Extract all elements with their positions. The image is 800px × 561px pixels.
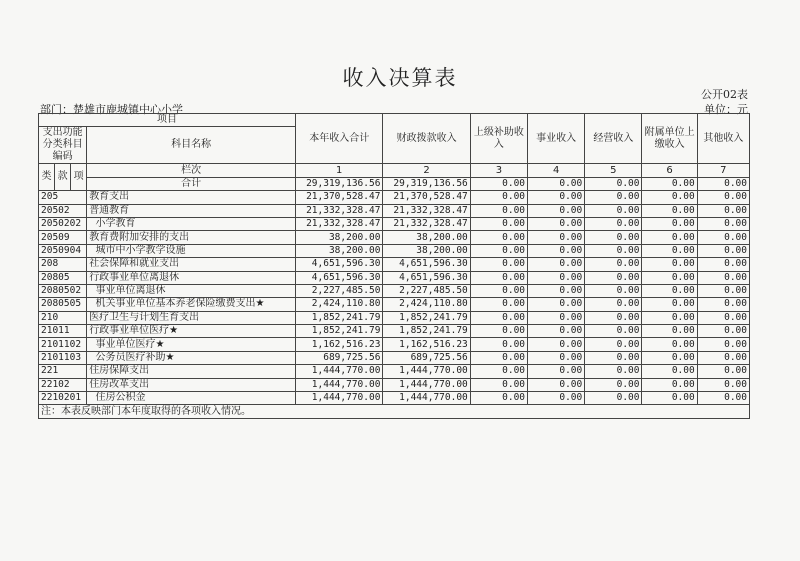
col-number-1: 1 — [296, 164, 383, 177]
value-cell: 0.00 — [470, 378, 527, 391]
value-cell: 0.00 — [470, 392, 527, 405]
subject-code: 20502 — [39, 204, 87, 217]
header-row-1 — [39, 114, 750, 127]
col-number-5: 5 — [585, 164, 642, 177]
value-cell: 0.00 — [470, 258, 527, 271]
table-row — [39, 271, 750, 284]
subject-code: 221 — [39, 365, 87, 378]
table-row — [39, 284, 750, 297]
total-row — [39, 177, 750, 190]
col-header-3: 上级补助收入 — [470, 114, 527, 164]
value-cell: 0.00 — [528, 204, 585, 217]
value-cell: 1,444,770.00 — [383, 365, 470, 378]
value-cell: 1,444,770.00 — [296, 378, 383, 391]
value-cell: 0.00 — [585, 351, 642, 364]
subject-code: 210 — [39, 311, 87, 324]
value-cell: 0.00 — [585, 204, 642, 217]
value-cell: 0.00 — [528, 338, 585, 351]
value-cell: 689,725.56 — [383, 351, 470, 364]
value-cell: 0.00 — [642, 392, 697, 405]
value-cell: 0.00 — [528, 365, 585, 378]
value-cell: 4,651,596.30 — [383, 258, 470, 271]
subject-code: 2101102 — [39, 338, 87, 351]
value-cell: 0.00 — [470, 271, 527, 284]
total-cell: 29,319,136.56 — [383, 177, 470, 190]
value-cell: 0.00 — [470, 338, 527, 351]
table-row — [39, 351, 750, 364]
subject-code: 2101103 — [39, 351, 87, 364]
value-cell: 0.00 — [585, 258, 642, 271]
value-cell: 2,424,110.80 — [296, 298, 383, 311]
table-row — [39, 231, 750, 244]
value-cell: 0.00 — [528, 217, 585, 230]
value-cell: 0.00 — [642, 217, 697, 230]
value-cell: 0.00 — [585, 298, 642, 311]
table-row — [39, 325, 750, 338]
value-cell: 0.00 — [528, 351, 585, 364]
value-cell: 0.00 — [642, 271, 697, 284]
col-number-7: 7 — [697, 164, 749, 177]
subject-code: 20805 — [39, 271, 87, 284]
value-cell: 0.00 — [697, 244, 749, 257]
value-cell: 0.00 — [642, 351, 697, 364]
value-cell: 0.00 — [697, 338, 749, 351]
income-table — [38, 113, 750, 419]
value-cell: 0.00 — [470, 351, 527, 364]
total-cell: 0.00 — [697, 177, 749, 190]
value-cell: 0.00 — [585, 271, 642, 284]
value-cell: 0.00 — [697, 325, 749, 338]
col-header-5: 经营收入 — [585, 114, 642, 164]
value-cell: 21,370,528.47 — [383, 191, 470, 204]
subject-name: 事业单位离退休 — [87, 284, 296, 297]
value-cell: 0.00 — [642, 191, 697, 204]
value-cell: 0.00 — [470, 311, 527, 324]
col-header-7: 其他收入 — [697, 114, 749, 164]
subject-name: 住房保障支出 — [87, 365, 296, 378]
value-cell: 0.00 — [642, 378, 697, 391]
total-cell: 29,319,136.56 — [296, 177, 383, 190]
table-row — [39, 311, 750, 324]
col-number-6: 6 — [642, 164, 697, 177]
table-row — [39, 217, 750, 230]
subject-code: 2080505 — [39, 298, 87, 311]
note-row — [39, 405, 750, 418]
form-number: 公开02表 — [701, 88, 748, 101]
value-cell: 21,332,328.47 — [296, 217, 383, 230]
table-note: 注：本表反映部门本年度取得的各项收入情况。 — [39, 405, 750, 418]
value-cell: 0.00 — [697, 271, 749, 284]
value-cell: 0.00 — [697, 258, 749, 271]
value-cell: 38,200.00 — [383, 231, 470, 244]
table-row — [39, 338, 750, 351]
value-cell: 1,852,241.79 — [383, 311, 470, 324]
col-header-4: 事业收入 — [528, 114, 585, 164]
value-cell: 0.00 — [697, 191, 749, 204]
value-cell: 0.00 — [528, 311, 585, 324]
value-cell: 4,651,596.30 — [383, 271, 470, 284]
subject-name: 教育费附加安排的支出 — [87, 231, 296, 244]
value-cell: 0.00 — [470, 217, 527, 230]
value-cell: 0.00 — [528, 392, 585, 405]
subject-code: 205 — [39, 191, 87, 204]
subject-name: 社会保障和就业支出 — [87, 258, 296, 271]
value-cell: 0.00 — [697, 204, 749, 217]
value-cell: 689,725.56 — [296, 351, 383, 364]
value-cell: 0.00 — [528, 325, 585, 338]
subject-code: 22102 — [39, 378, 87, 391]
subject-name: 行政事业单位医疗★ — [87, 325, 296, 338]
value-cell: 0.00 — [528, 271, 585, 284]
subject-code: 2210201 — [39, 392, 87, 405]
table-row — [39, 191, 750, 204]
value-cell: 1,444,770.00 — [296, 365, 383, 378]
col-number-4: 4 — [528, 164, 585, 177]
value-cell: 0.00 — [528, 258, 585, 271]
subject-name-header: 科目名称 — [87, 127, 296, 164]
table-row — [39, 378, 750, 391]
value-cell: 0.00 — [642, 204, 697, 217]
value-cell: 1,444,770.00 — [296, 392, 383, 405]
subject-code: 21011 — [39, 325, 87, 338]
subject-name: 事业单位医疗★ — [87, 338, 296, 351]
value-cell: 0.00 — [585, 325, 642, 338]
xiang-header: 项 — [71, 164, 87, 191]
subject-name: 行政事业单位离退休 — [87, 271, 296, 284]
value-cell: 0.00 — [585, 244, 642, 257]
total-cell: 0.00 — [642, 177, 697, 190]
table-row — [39, 392, 750, 405]
value-cell: 1,852,241.79 — [296, 311, 383, 324]
value-cell: 0.00 — [642, 244, 697, 257]
value-cell: 2,424,110.80 — [383, 298, 470, 311]
value-cell: 0.00 — [697, 392, 749, 405]
value-cell: 4,651,596.30 — [296, 271, 383, 284]
col-header-6: 附属单位上缴收入 — [642, 114, 697, 164]
table-row — [39, 298, 750, 311]
value-cell: 0.00 — [470, 284, 527, 297]
value-cell: 1,444,770.00 — [383, 392, 470, 405]
value-cell: 0.00 — [697, 284, 749, 297]
value-cell: 0.00 — [470, 244, 527, 257]
subject-name: 住房公积金 — [87, 392, 296, 405]
value-cell: 4,651,596.30 — [296, 258, 383, 271]
value-cell: 38,200.00 — [383, 244, 470, 257]
subject-name: 教育支出 — [87, 191, 296, 204]
subject-code: 2050904 — [39, 244, 87, 257]
lanci-label: 栏次 — [87, 164, 296, 177]
value-cell: 0.00 — [697, 231, 749, 244]
value-cell: 0.00 — [642, 231, 697, 244]
subject-name: 机关事业单位基本养老保险缴费支出★ — [87, 298, 296, 311]
subject-name: 普通教育 — [87, 204, 296, 217]
value-cell: 0.00 — [697, 365, 749, 378]
total-label: 合计 — [87, 177, 296, 190]
table-row — [39, 258, 750, 271]
lei-header: 类 — [39, 164, 55, 191]
value-cell: 0.00 — [585, 378, 642, 391]
col-header-1: 本年收入合计 — [296, 114, 383, 164]
func-class-header: 支出功能分类科目编码 — [39, 127, 87, 164]
subject-code: 2050202 — [39, 217, 87, 230]
total-cell: 0.00 — [585, 177, 642, 190]
value-cell: 21,370,528.47 — [296, 191, 383, 204]
table-row — [39, 204, 750, 217]
value-cell: 0.00 — [585, 231, 642, 244]
header-row-4 — [39, 164, 750, 177]
value-cell: 0.00 — [585, 338, 642, 351]
item-header: 项目 — [39, 114, 296, 127]
value-cell: 0.00 — [697, 378, 749, 391]
value-cell: 2,227,485.50 — [296, 284, 383, 297]
subject-code: 208 — [39, 258, 87, 271]
unit-label: 单位：元 — [704, 103, 748, 116]
value-cell: 0.00 — [697, 351, 749, 364]
value-cell: 0.00 — [528, 284, 585, 297]
value-cell: 0.00 — [470, 204, 527, 217]
value-cell: 0.00 — [642, 365, 697, 378]
value-cell: 0.00 — [585, 392, 642, 405]
value-cell: 21,332,328.47 — [296, 204, 383, 217]
subject-name: 小学教育 — [87, 217, 296, 230]
subject-name: 住房改革支出 — [87, 378, 296, 391]
total-cell: 0.00 — [528, 177, 585, 190]
value-cell: 0.00 — [528, 298, 585, 311]
table-row — [39, 244, 750, 257]
subject-name: 城市中小学教学设施 — [87, 244, 296, 257]
col-number-2: 2 — [383, 164, 470, 177]
total-cell: 0.00 — [470, 177, 527, 190]
value-cell: 0.00 — [585, 217, 642, 230]
col-number-3: 3 — [470, 164, 527, 177]
subject-code: 2080502 — [39, 284, 87, 297]
value-cell: 0.00 — [697, 298, 749, 311]
value-cell: 0.00 — [470, 365, 527, 378]
value-cell: 0.00 — [642, 311, 697, 324]
value-cell: 0.00 — [470, 325, 527, 338]
value-cell: 0.00 — [642, 325, 697, 338]
col-header-2: 财政拨款收入 — [383, 114, 470, 164]
value-cell: 0.00 — [470, 231, 527, 244]
value-cell: 0.00 — [528, 244, 585, 257]
subject-code: 20509 — [39, 231, 87, 244]
value-cell: 0.00 — [585, 284, 642, 297]
table-row — [39, 365, 750, 378]
kuan-header: 款 — [55, 164, 71, 191]
value-cell: 1,852,241.79 — [383, 325, 470, 338]
value-cell: 0.00 — [470, 298, 527, 311]
value-cell: 0.00 — [697, 311, 749, 324]
subject-name: 医疗卫生与计划生育支出 — [87, 311, 296, 324]
value-cell: 1,852,241.79 — [296, 325, 383, 338]
department-label: 部门：楚雄市鹿城镇中心小学 — [40, 103, 183, 116]
value-cell: 1,444,770.00 — [383, 378, 470, 391]
value-cell: 0.00 — [585, 311, 642, 324]
value-cell: 0.00 — [642, 298, 697, 311]
value-cell: 0.00 — [585, 191, 642, 204]
report-title: 收入决算表 — [342, 66, 458, 90]
value-cell: 0.00 — [528, 378, 585, 391]
value-cell: 38,200.00 — [296, 244, 383, 257]
value-cell: 0.00 — [642, 284, 697, 297]
value-cell: 0.00 — [585, 365, 642, 378]
value-cell: 2,227,485.50 — [383, 284, 470, 297]
value-cell: 21,332,328.47 — [383, 217, 470, 230]
value-cell: 38,200.00 — [296, 231, 383, 244]
value-cell: 0.00 — [697, 217, 749, 230]
value-cell: 0.00 — [528, 191, 585, 204]
value-cell: 1,162,516.23 — [383, 338, 470, 351]
value-cell: 1,162,516.23 — [296, 338, 383, 351]
value-cell: 0.00 — [470, 191, 527, 204]
value-cell: 0.00 — [642, 338, 697, 351]
value-cell: 21,332,328.47 — [383, 204, 470, 217]
value-cell: 0.00 — [642, 258, 697, 271]
subject-name: 公务员医疗补助★ — [87, 351, 296, 364]
value-cell: 0.00 — [528, 231, 585, 244]
